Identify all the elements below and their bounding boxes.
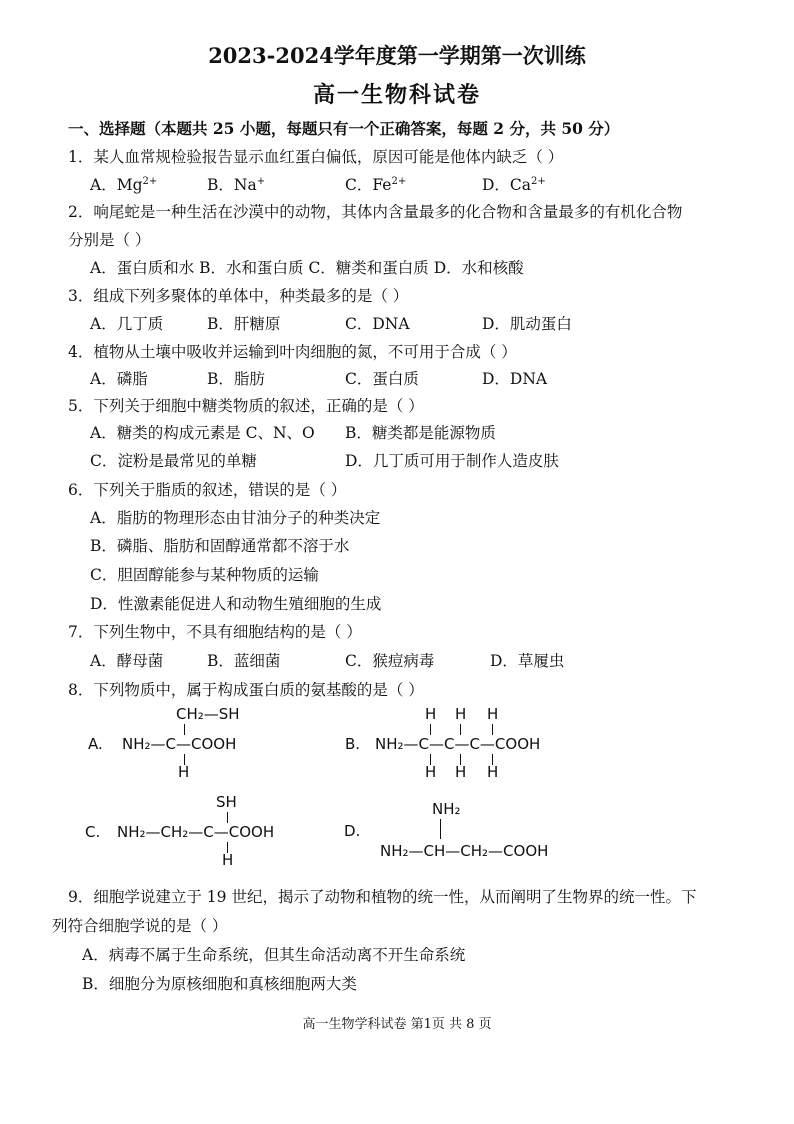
q4-option-d: D．DNA [482,370,548,388]
q8-a-top-group: CH₂—SH [176,705,240,723]
question-7-stem: 7．下列生物中，不具有细胞结构的是（ ） [68,623,362,641]
q8-b-top-h3: H [487,705,499,723]
q8-d-top-bond [440,819,441,839]
question-6-stem: 6．下列关于脂质的叙述，错误的是（ ） [68,481,347,499]
q8-c-top-bond [227,812,228,823]
q1-option-d: D．$Ca^{2+}$ [482,175,546,194]
q8-structure-b [345,705,595,785]
q8-c-main-chain: NH₂—CH₂—C—COOH [117,823,275,841]
q4-option-a: A．磷脂 [90,370,148,388]
q8-b-main-chain: NH₂—C—C—C—COOH [375,735,541,753]
q8-c-label: C. [85,823,101,841]
q7-option-c: C．猴痘病毒 [345,652,435,670]
q5-option-d: D．几丁质可用于制作人造皮肤 [345,452,559,470]
q8-b-top-h2: H [455,705,467,723]
q1-option-b: B．Na+ [207,175,266,194]
q7-option-b: B．蓝细菌 [207,652,281,670]
question-1-stem: 1．某人血常规检验报告显示血红蛋白偏低，原因可能是他体内缺乏（ ） [68,148,564,166]
question-9-stem: 9．细胞学说建立于 19 世纪，揭示了动物和植物的统一性，从而阐明了生物界的统一性。下 [68,888,697,906]
q3-option-b: B．肝糖原 [207,315,281,333]
q4-option-c: C．蛋白质 [345,370,419,388]
q6-option-d: D．性激素能促进人和动物生殖细胞的生成 [90,595,382,613]
page-footer: 高一生物学科试卷 第1页 共 8 页 [302,1017,492,1032]
q8-d-top-group: NH₂ [432,800,461,818]
exam-title: 2023-2024学年度第一学期第一次训练 [208,43,586,68]
section-heading: 一、选择题（本题共 25 小题，每题只有一个正确答案，每题 2 分，共 50 分） [68,119,620,138]
q8-a-bottom-h: H [178,763,190,781]
q2-options: A．蛋白质和水 B．水和蛋白质 C．糖类和蛋白质 D．水和核酸 [90,259,524,277]
q8-b-label: B. [345,735,361,753]
q5-option-b: B．糖类都是能源物质 [345,424,496,442]
q9-option-b: B．细胞分为原核细胞和真核细胞两大类 [82,975,357,993]
exam-subtitle: 高一生物科试卷 [312,82,481,108]
q8-structure-c [85,793,325,873]
question-2-stem-cont: 分别是（ ） [68,231,151,249]
q8-b-top-bond2 [460,724,461,735]
q3-option-a: A．几丁质 [90,315,164,333]
question-4-stem: 4．植物从土壤中吸收并运输到叶肉细胞的氮，不可用于合成（ ） [68,343,517,361]
q5-option-a: A．糖类的构成元素是 C、N、O [90,424,315,442]
question-9-stem-cont: 列符合细胞学说的是（ ） [52,917,228,935]
q8-a-label: A. [88,735,103,753]
q8-b-top-bond3 [492,724,493,735]
q4-option-b: B．脂肪 [207,370,265,388]
q7-option-a: A．酵母菌 [90,652,164,670]
q8-structure-d [344,800,604,870]
q8-c-bottom-h: H [222,851,234,869]
q8-structure-a [88,705,288,785]
question-8-stem: 8．下列物质中，属于构成蛋白质的氨基酸的是（ ） [68,681,424,699]
q8-a-main-chain: NH₂—C—COOH [122,735,237,753]
q8-b-top-bond1 [430,724,431,735]
q1-option-c: C．$Fe^{2+}$ [345,175,407,194]
q3-option-c: C．DNA [345,315,410,333]
q6-option-a: A．脂肪的物理形态由甘油分子的种类决定 [90,509,381,527]
q5-option-c: C．淀粉是最常见的单糖 [90,452,257,470]
q6-option-b: B．磷脂、脂肪和固醇通常都不溶于水 [90,537,350,555]
q8-b-top-h1: H [425,705,437,723]
q7-option-d: D．草履虫 [490,652,565,670]
q8-b-bottom-h1: H [425,763,437,781]
q8-b-bottom-h2: H [455,763,467,781]
question-2-stem: 2．响尾蛇是一种生活在沙漠中的动物，其体内含量最多的化合物和含量最多的有机化合物 [68,203,683,221]
q8-d-main-chain: NH₂—CH—CH₂—COOH [380,842,549,860]
question-5-stem: 5．下列关于细胞中糖类物质的叙述，正确的是（ ） [68,397,424,415]
q3-option-d: D．肌动蛋白 [482,315,572,333]
question-3-stem: 3．组成下列多聚体的单体中，种类最多的是（ ） [68,287,409,305]
q8-d-label: D. [344,822,361,840]
q6-option-c: C．胆固醇能参与某种物质的运输 [90,566,319,584]
q1-option-a: A．$Mg^{2+}$ [90,175,158,194]
q8-b-bottom-h3: H [487,763,499,781]
q8-c-top-group: SH [216,793,237,811]
q8-a-top-bond [184,724,185,735]
q9-option-a: A．病毒不属于生命系统，但其生命活动离不开生命系统 [82,946,466,964]
